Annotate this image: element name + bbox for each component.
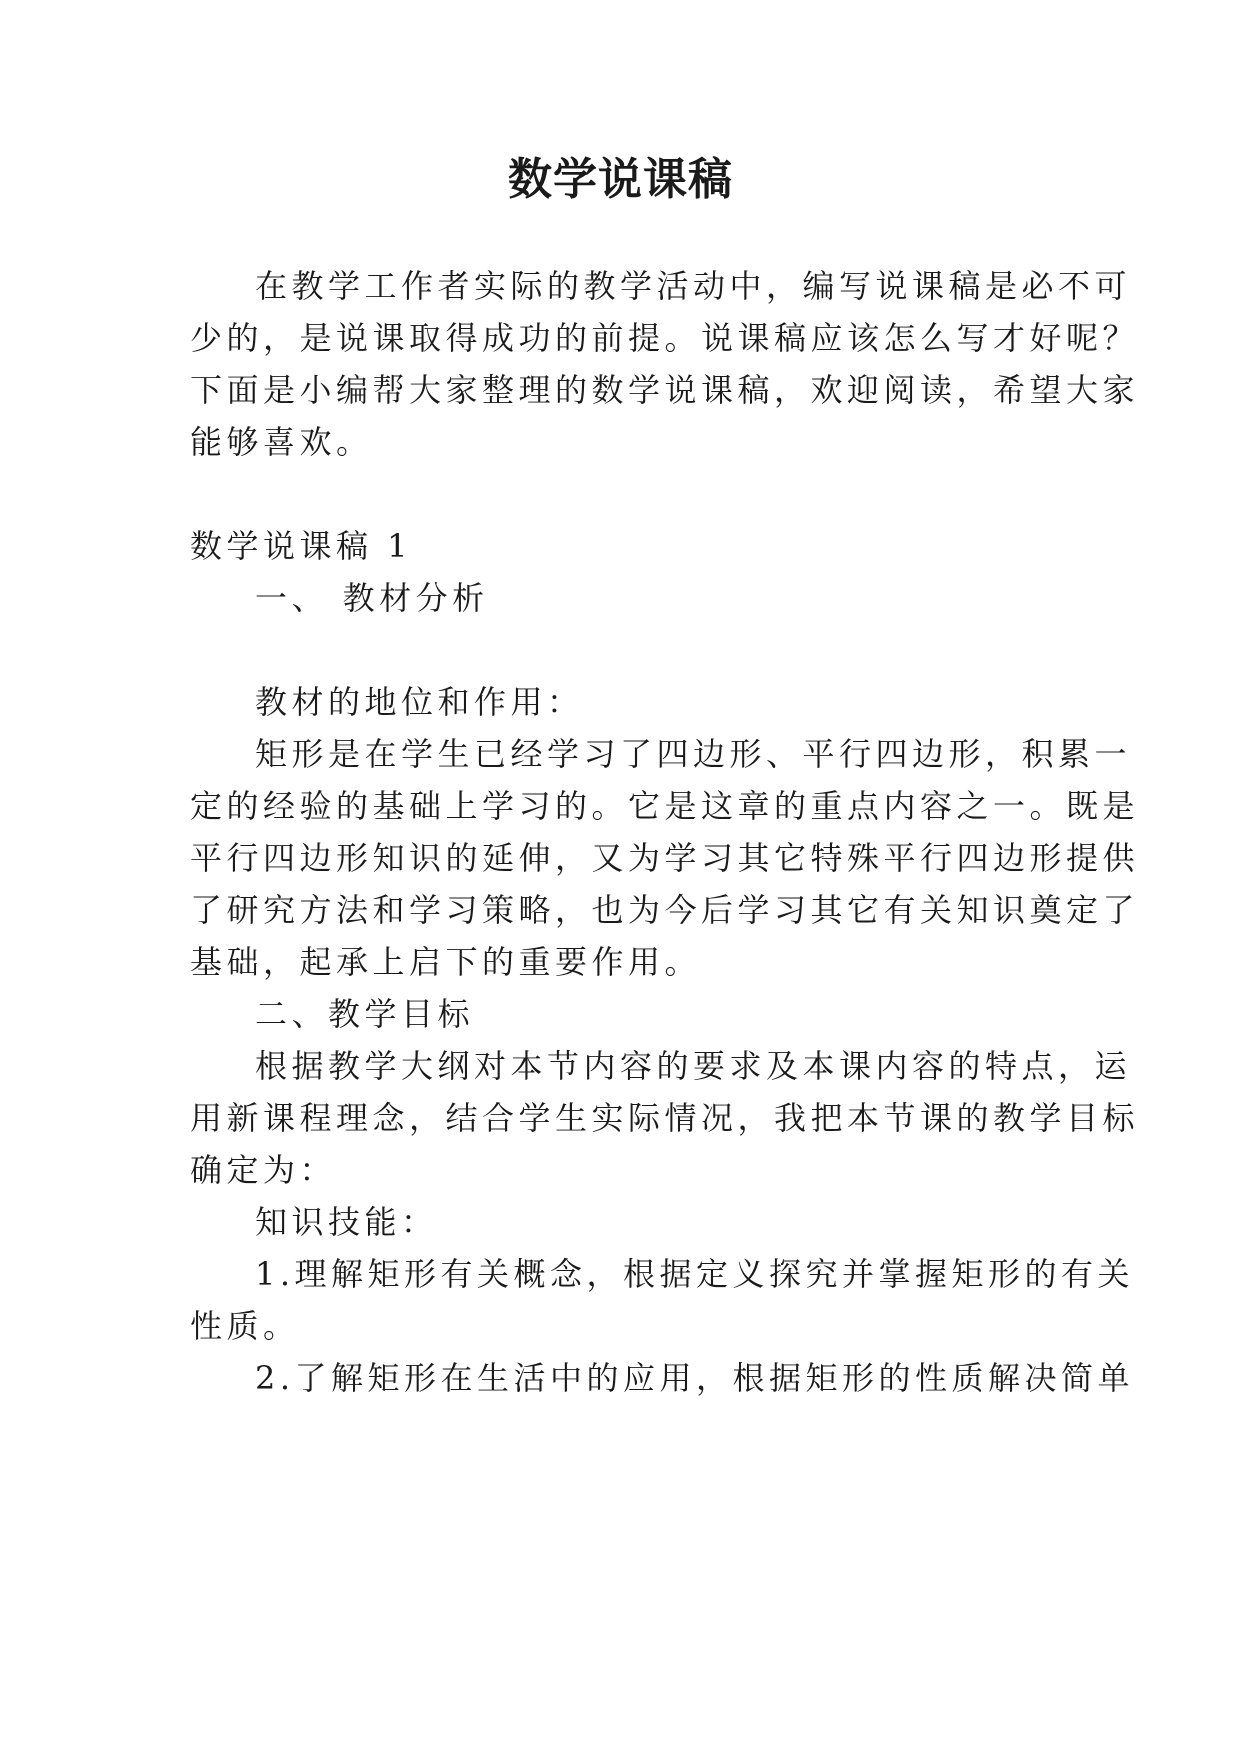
paragraph-line-2: 定的经验的基础上学习的。它是这章的重点内容之一。既是	[190, 787, 1140, 825]
intro-line-2: 少的，是说课取得成功的前提。说课稿应该怎么写才好呢？	[190, 319, 1140, 357]
intro-line-3: 下面是小编帮大家整理的数学说课稿，欢迎阅读，希望大家	[190, 371, 1140, 409]
goals-line-1: 根据教学大纲对本节内容的要求及本课内容的特点，运	[255, 1047, 1132, 1085]
intro-line-4: 能够喜欢。	[190, 423, 373, 461]
goals-line-2: 用新课程理念，结合学生实际情况，我把本节课的教学目标	[190, 1099, 1140, 1137]
heading-textbook-analysis: 一、 教材分析	[255, 579, 489, 617]
heading-teaching-goals: 二、教学目标	[255, 995, 475, 1033]
item-1-line-1: 1.理解矩形有关概念，根据定义探究并掌握矩形的有关	[255, 1255, 1135, 1293]
paragraph-line-4: 了研究方法和学习策略，也为今后学习其它有关知识奠定了	[190, 891, 1140, 929]
document-title: 数学说课稿	[508, 154, 733, 205]
subheading-position-role: 教材的地位和作用：	[255, 683, 584, 721]
goals-line-3: 确定为：	[190, 1151, 337, 1189]
item-1-line-2: 性质。	[190, 1307, 300, 1345]
paragraph-line-1: 矩形是在学生已经学习了四边形、平行四边形，积累一	[255, 735, 1132, 773]
item-2-line-1: 2.了解矩形在生活中的应用，根据矩形的性质解决简单	[255, 1359, 1135, 1397]
intro-line-1: 在教学工作者实际的教学活动中，编写说课稿是必不可	[255, 267, 1132, 305]
paragraph-line-3: 平行四边形知识的延伸，又为学习其它特殊平行四边形提供	[190, 839, 1140, 877]
section-heading: 数学说课稿 1	[190, 527, 413, 565]
subheading-knowledge-skills: 知识技能：	[255, 1203, 438, 1241]
paragraph-line-5: 基础，起承上启下的重要作用。	[190, 943, 702, 981]
